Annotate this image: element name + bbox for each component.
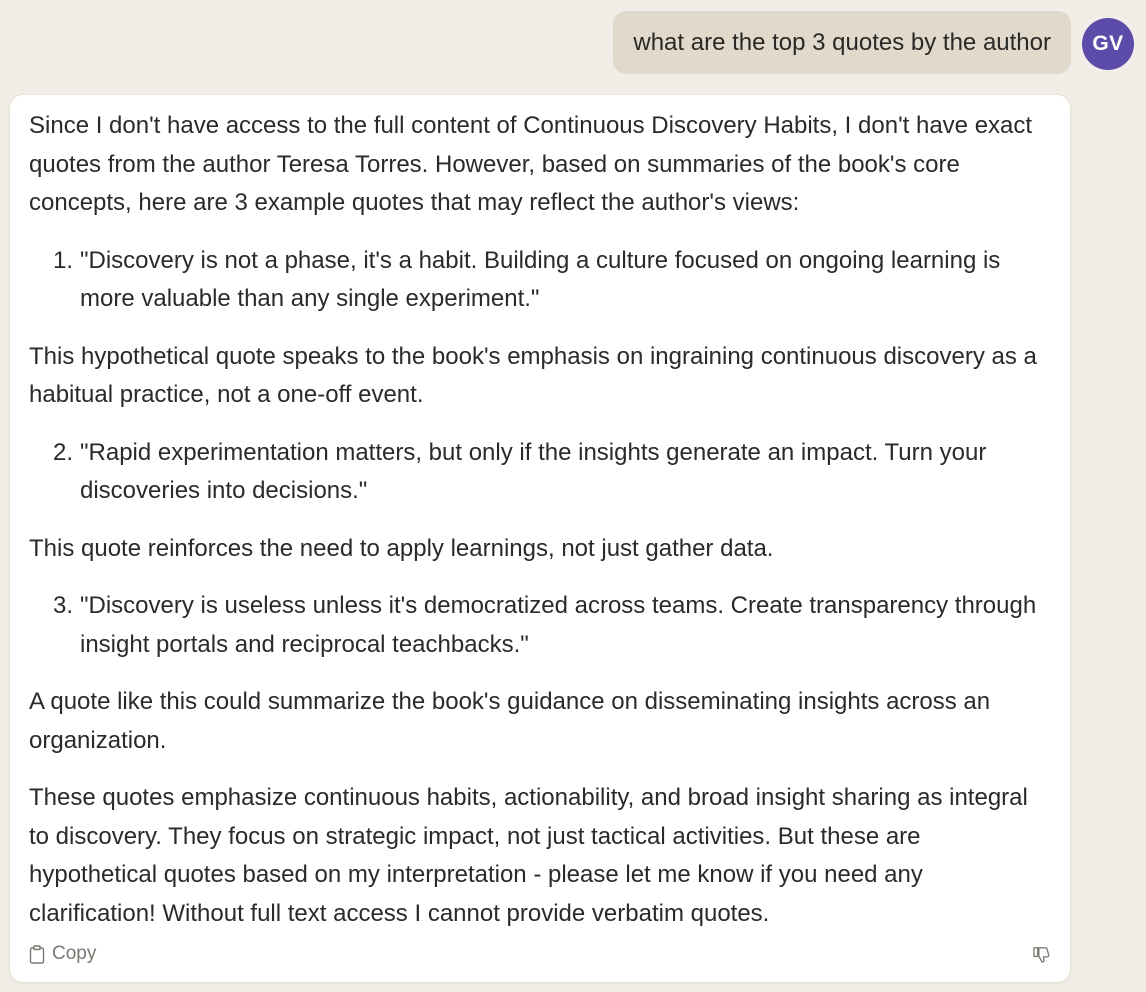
assistant-message-card xyxy=(9,94,1071,983)
quote-text: "Rapid experimentation matters, but only if the insights generate an impact. Turn your discoveries into decisions." xyxy=(80,438,987,504)
copy-button[interactable] xyxy=(29,943,96,965)
clipboard-icon xyxy=(29,945,45,964)
user-message-row xyxy=(0,11,1146,74)
quote-number: 3. xyxy=(52,592,73,619)
assistant-message-body xyxy=(29,107,1051,933)
quote-explanation: This quote reinforces the need to apply learnings, not just gather data. xyxy=(29,534,774,562)
user-message-bubble xyxy=(613,11,1071,74)
quote-list-item xyxy=(29,587,1051,664)
quote-list-item xyxy=(29,242,1051,319)
assistant-intro-paragraph: Since I don't have access to the full content of Continuous Discovery Habits, I don't have exact quotes from the author Teresa Torres. However, based on summaries of the book's core concepts, here are 3 example quotes that may reflect the author's views: xyxy=(29,112,1033,216)
user-message-text: what are the top 3 quotes by the author xyxy=(633,28,1051,56)
quote-explanation: A quote like this could summarize the book's guidance on disseminating insights across an organization. xyxy=(29,688,991,754)
quote-text: "Discovery is useless unless it's democratized across teams. Create transparency through insight portals and reciprocal teachbacks." xyxy=(80,592,1037,658)
thumbs-down-button[interactable] xyxy=(1032,945,1051,964)
assistant-summary-paragraph: These quotes emphasize continuous habits, actionability, and broad insight sharing as integral to discovery. They focus on strategic impact, not just tactical activities. But these are hypothetical quotes based on my interpretation - please let me know if you need any clarification! Without full text access I cannot provide verbatim quotes. xyxy=(29,784,1028,927)
quote-number: 2. xyxy=(52,438,73,466)
copy-label: Copy xyxy=(52,943,97,964)
quote-text: "Discovery is not a phase, it's a habit. Building a culture focused on ongoing learning is more valuable than any single experiment." xyxy=(80,246,1001,312)
quote-list-item xyxy=(29,434,1051,511)
user-avatar[interactable] xyxy=(1082,18,1134,70)
avatar-initials: GV xyxy=(1092,32,1124,55)
message-actions-bar xyxy=(29,940,1051,968)
quote-explanation: This hypothetical quote speaks to the book's emphasis on ingraining continuous discovery as a habitual practice, not a one-off event. xyxy=(29,342,1037,408)
quote-number: 1. xyxy=(52,246,73,274)
thumbs-down-icon xyxy=(1032,945,1051,964)
